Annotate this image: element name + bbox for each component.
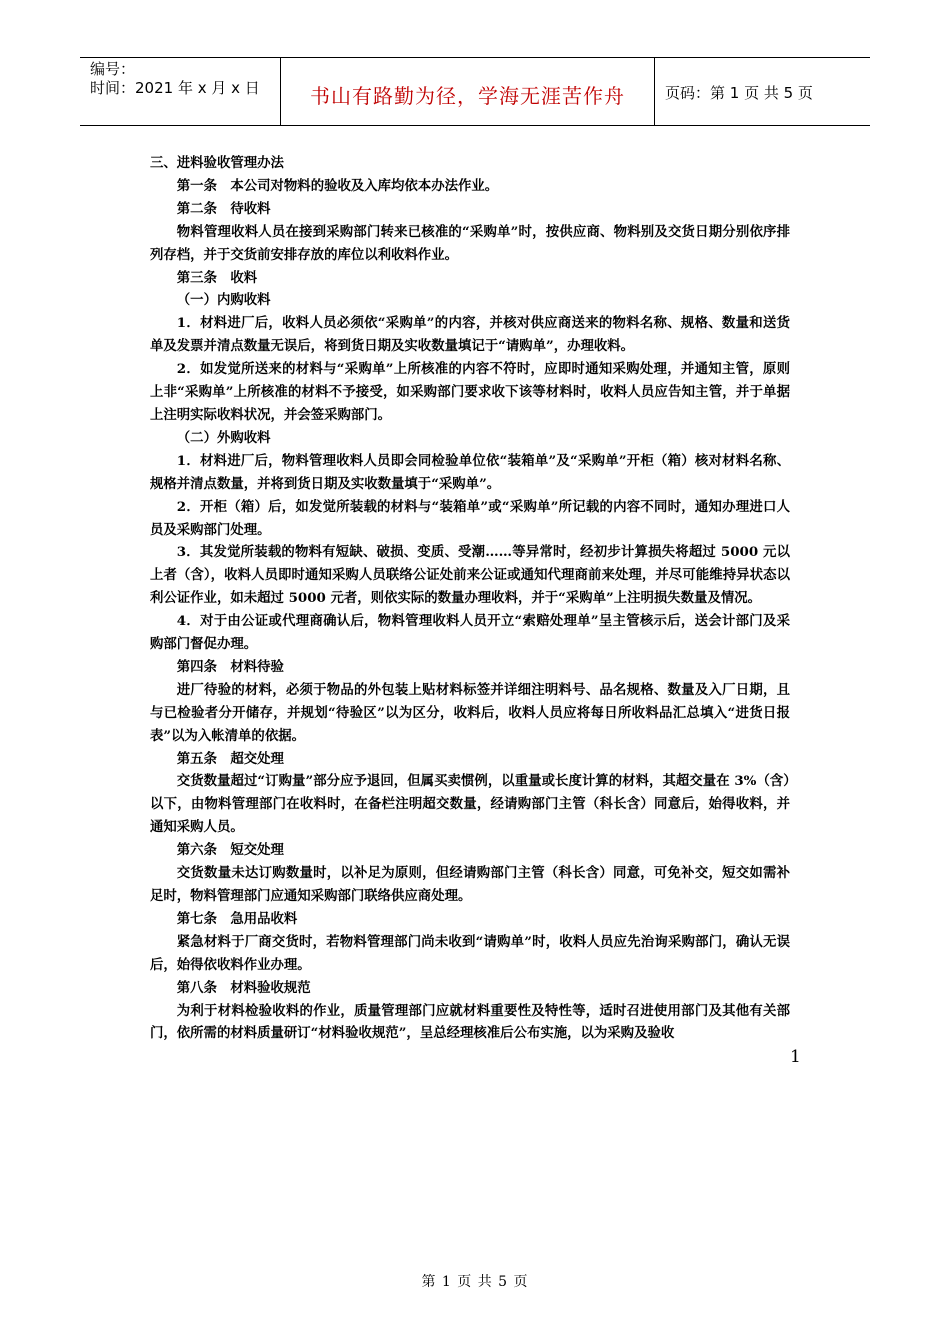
article-7-heading: 第七条 急用品收料 — [176, 910, 298, 927]
document-number-label: 编号： — [90, 60, 136, 78]
page-margin-number: 1 — [790, 1047, 801, 1067]
header-page-info: 页码：第 1 页 共 5 页 — [665, 84, 813, 102]
paragraph: 2．如发觉所送来的材料与“采购单”上所核准的内容不符时，应即时通知采购处理，并通知主管，原则上非“采购单”上所核准的材料不予接受，如采购部门要求收下该等材料时，收料人员应告知主管，并于单据上注明实际收料状况，并会签采购部门。 — [150, 361, 790, 423]
article-8-heading: 第八条 材料验收规范 — [176, 979, 311, 996]
subsection-heading: （一）内购收料 — [176, 292, 271, 309]
header-motto: 书山有路勤为径，学海无涯苦作舟 — [310, 84, 625, 108]
paragraph: 1．材料进厂后，收料人员必须依“采购单”的内容，并核对供应商送来的物料名称、规格、数量和送货单及发票并清点数量无误后，将到货日期及实收数量填记于“请购单”，办理收料。 — [150, 315, 790, 355]
article-6-heading: 第六条 短交处理 — [176, 842, 284, 859]
article-4-heading: 第四条 材料待验 — [176, 658, 284, 675]
document-date-label: 时间：2021 年 x 月 x 日 — [90, 79, 260, 97]
paragraph: 紧急材料于厂商交货时，若物料管理部门尚未收到“请购单”时，收料人员应先治询采购部门，确认无误后，始得依收料作业办理。 — [150, 933, 790, 973]
paragraph: 物料管理收料人员在接到采购部门转来已核准的“采购单”时，按供应商、物料别及交货日期分别依序排列存档，并于交货前安排存放的库位以利收料作业。 — [150, 223, 790, 263]
subsection-heading: （二）外购收料 — [176, 429, 271, 446]
paragraph: 3．其发觉所装载的物料有短缺、破损、变质、受潮……等异常时，经初步计算损失将超过 5000 元以上者（含），收料人员即时通知采购人员联络公证处前来公证或通知代理商前来处理，并尽可能维持异状态以利公证作业，如未超过 5000 元者，则依实际的数量办理收料，并于“采购单”上注明损失数量及情况。 — [150, 544, 790, 607]
header-page-cell — [655, 58, 870, 125]
paragraph: 4．对于由公证或代理商确认后，物料管理收料人员开立“索赔处理单”呈主管核示后，送会计部门及采购部门督促办理。 — [150, 613, 790, 653]
page-header — [80, 57, 870, 126]
paragraph: 1．材料进厂后，物料管理收料人员即会同检验单位依“装箱单”及“采购单”开柜（箱）核对材料名称、规格并清点数量，并将到货日期及实收数量填于“采购单”。 — [150, 452, 790, 492]
paragraph: 交货数量超过“订购量”部分应予退回，但属买卖惯例，以重量或长度计算的材料，其超交量在 3%（含）以下，由物料管理部门在收料时，在备栏注明超交数量，经请购部门主管（科长含）同意后，始得收料，并通知采购人员。 — [150, 773, 790, 836]
paragraph: 2．开柜（箱）后，如发觉所装载的材料与“装箱单”或“采购单”所记载的内容不同时，通知办理进口人员及采购部门处理。 — [150, 498, 790, 538]
article-1: 第一条 本公司对物料的验收及入库均依本办法作业。 — [176, 177, 499, 194]
paragraph: 为利于材料检验收料的作业，质量管理部门应就材料重要性及特性等，适时召进使用部门及其他有关部门，依所需的材料质量研订“材料验收规范”，呈总经理核准后公布实施，以为采购及验收 — [150, 1002, 790, 1042]
article-5-heading: 第五条 超交处理 — [176, 750, 284, 767]
section-title: 三、进料验收管理办法 — [150, 155, 284, 171]
header-motto-cell — [281, 58, 655, 125]
article-2-heading: 第二条 待收料 — [176, 200, 271, 217]
paragraph: 进厂待验的材料，必须于物品的外包装上贴材料标签并详细注明料号、品名规格、数量及入厂日期，且与已检验者分开储存，并规划“待验区”以为区分，收料后，收料人员应将每日所收料品汇总填入“进货日报表”以为入帐清单的依据。 — [150, 681, 790, 744]
article-3-heading: 第三条 收料 — [176, 269, 258, 286]
page-footer: 第 1 页 共 5 页 — [421, 1274, 529, 1290]
header-meta-cell — [80, 58, 281, 125]
paragraph: 交货数量未达订购数量时，以补足为原则，但经请购部门主管（科长含）同意，可免补交，短交如需补足时，物料管理部门应通知采购部门联络供应商处理。 — [150, 865, 790, 904]
document-body — [150, 152, 790, 1045]
